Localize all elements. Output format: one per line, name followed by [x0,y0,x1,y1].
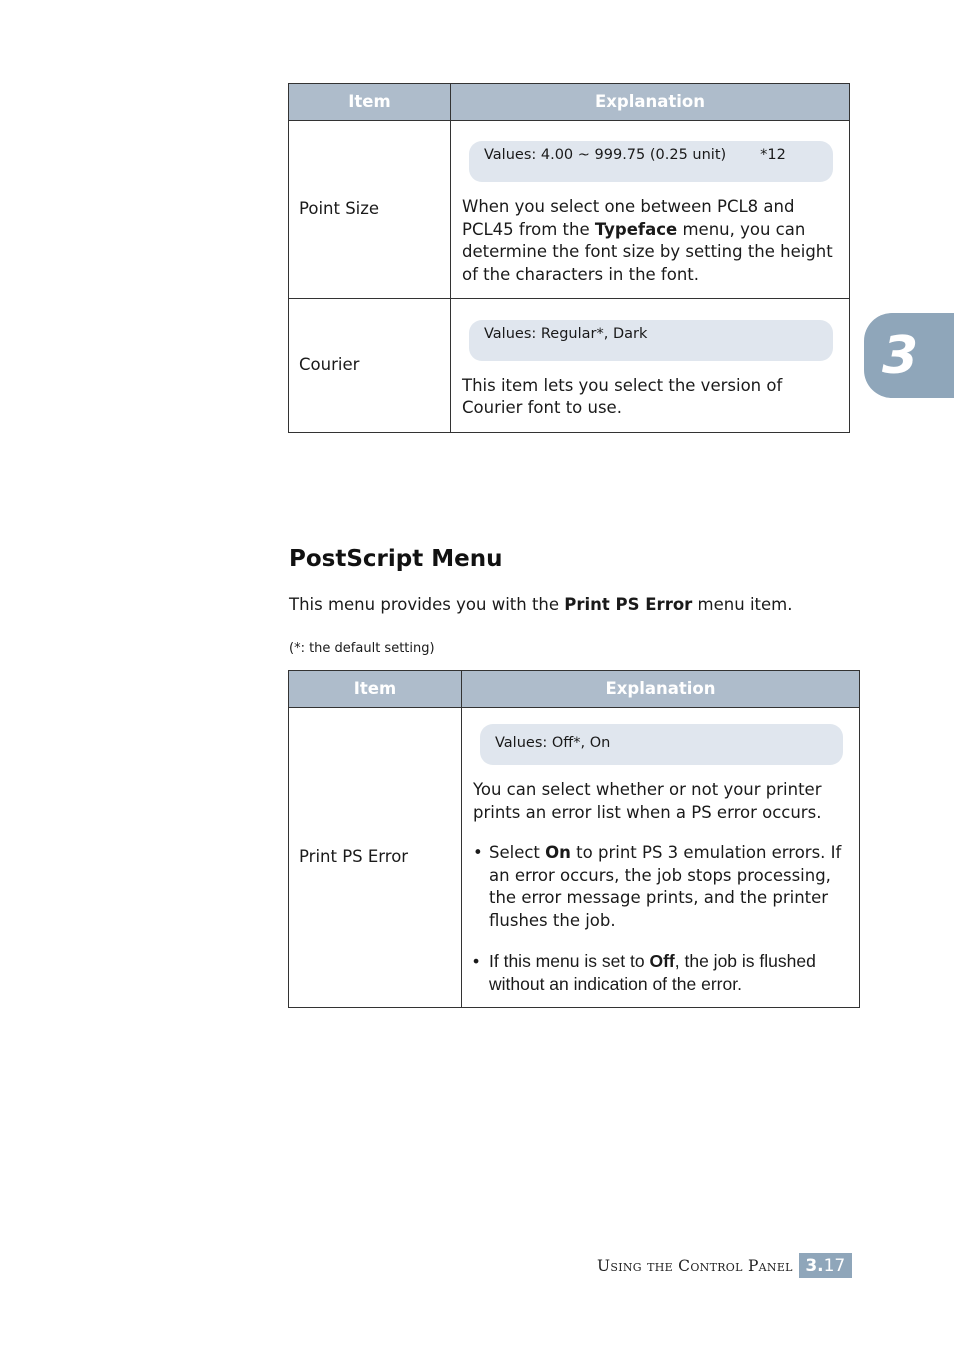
bullet-item: • Select On to print PS 3 emulation errors. If an error occurs, the job stops processing, the error message prints, and the printer flushes the job. [473,842,849,932]
values-default-note: *12 [760,147,786,163]
item-cell: Print PS Error [289,708,462,1008]
page-footer [597,1253,852,1278]
section-intro: This menu provides you with the Print PS Error menu item. [289,595,793,614]
column-header-item: Item [289,84,451,121]
column-header-explanation: Explanation [462,671,860,708]
bullet-list [473,842,849,995]
explanation-cell [451,299,850,433]
values-box [480,724,843,765]
item-cell: Courier [289,299,451,433]
values-text: Values: Off*, On [495,735,611,751]
pcl-menu-table [288,83,850,433]
description: This item lets you select the version of Courier font to use. [462,375,783,417]
item-cell: Point Size [289,121,451,299]
default-setting-note: (*: the default setting) [289,641,435,656]
table-row [289,299,850,433]
values-box [469,141,833,182]
table-header-row [289,671,860,708]
bullet-item: • If this menu is set to Off, the job is flushed without an indication of the error. [473,950,849,995]
chapter-tab [864,313,954,398]
postscript-menu-table [288,670,860,1008]
typeface-menu-ref: Typeface [594,219,678,239]
table-row [289,708,860,1008]
table-row [289,121,850,299]
values-text: Values: Regular*, Dark [484,325,648,342]
values-box [469,320,833,361]
page-number: 3. 17 [799,1253,852,1278]
explanation-cell [451,121,850,299]
table-header-row [289,84,850,121]
section-title: PostScript Menu [289,546,503,572]
values-text: Values: 4.00 ~ 999.75 (0.25 unit) [484,147,727,163]
column-header-explanation: Explanation [451,84,850,121]
column-header-item: Item [289,671,462,708]
chapter-number: 3 [882,326,919,386]
explanation-cell [462,708,860,1008]
description: You can select whether or not your printer prints an error list when a PS error occurs. • Select On to print PS 3 emulation errors. If an error occurs, the job stops processing, the error message prints, and the printer flushes the job. • If this menu is set to Off, the job is flushed without an indication of the error. [473,779,849,995]
footer-label: Using the Control Panel [597,1256,793,1275]
print-ps-error-ref: Print PS Error [564,595,693,614]
description: When you select one between PCL8 and PCL45 from the Typeface menu, you can determine the font size by setting the height of the characters in the font. [462,197,833,284]
